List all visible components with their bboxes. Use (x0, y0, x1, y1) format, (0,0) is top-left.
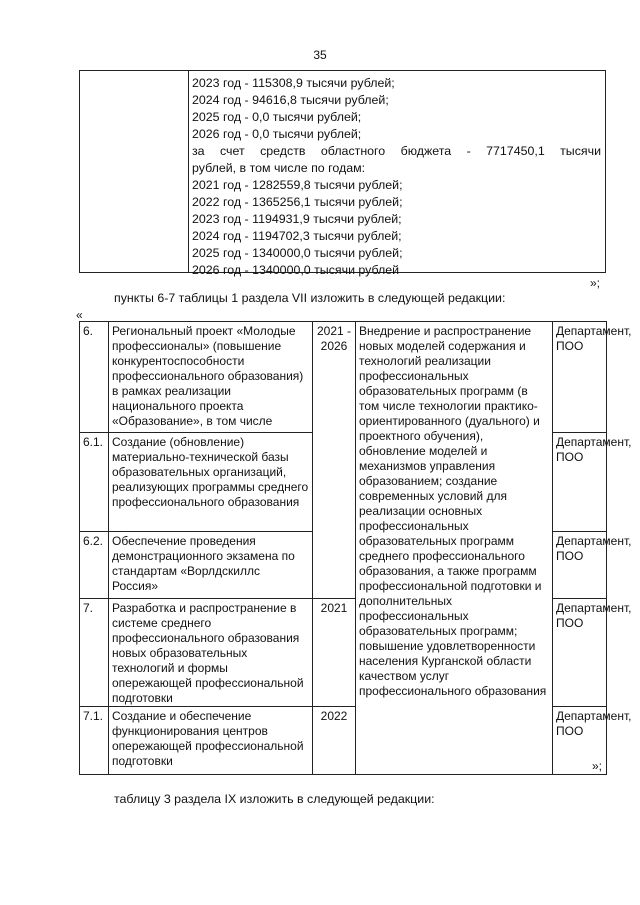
funding-line: 2022 год - 1365256,1 тысячи рублей; (192, 195, 403, 209)
row-number: 7. (80, 599, 109, 707)
funding-line: 2024 год - 94616,8 тысячи рублей; (192, 93, 389, 107)
row-number: 6. (80, 322, 109, 433)
row-number: 6.2. (80, 532, 109, 599)
funding-line: 2025 год - 1340000,0 тысячи рублей; (192, 246, 403, 260)
responsible-dept: Департамент, ПОО (553, 532, 607, 599)
responsible-dept: Департамент, ПОО (553, 322, 607, 433)
closing-quote: »; (590, 276, 601, 290)
funding-line: 2023 год - 1194931,9 тысячи рублей; (192, 212, 402, 226)
instruction-paragraph: пункты 6-7 таблицы 1 раздела VII изложить в следующей редакции: (114, 291, 506, 305)
funding-line: рублей, в том числе по годам: (192, 161, 366, 175)
funding-line: 2023 год - 115308,9 тысячи рублей; (192, 76, 395, 90)
funding-line: 2026 год - 0,0 тысячи рублей; (192, 127, 362, 141)
instruction-paragraph: таблицу 3 раздела IX изложить в следующей редакции: (114, 792, 435, 806)
period-cell: 2022 (313, 707, 356, 775)
funding-line: 2025 год - 0,0 тысячи рублей; (192, 110, 362, 124)
table-row (80, 322, 607, 433)
expected-result: Внедрение и распространение новых моделей содержания и технологий реализации профессиональных образовательных программ (в том числе технологии практико-ориентированного (дуального) и проектного обучения), обновление моделей и механизмов управления образованием; создание современных условий для реализации основных профессиональных образовательных программ среднего профессионального образования, а также программ профессиональной подготовки и дополнительных профессиональных образовательных программ; повышение удовлетворенности населения Курганской области качеством услуг профессионального образования (356, 322, 553, 775)
row-number: 7.1. (80, 707, 109, 775)
row-number: 6.1. (80, 433, 109, 532)
responsible-dept: Департамент, ПОО (553, 433, 607, 532)
funding-line: 2026 год - 1340000,0 тысячи рублей (192, 263, 400, 277)
period-cell: 2021 - 2026 (313, 322, 356, 599)
measure-name: Обеспечение проведения демонстрационного экзамена по стандартам «Ворлдскиллс Россия» (109, 532, 313, 599)
responsible-dept: Департамент, ПОО (553, 599, 607, 707)
funding-line: 2021 год - 1282559,8 тысячи рублей; (192, 178, 403, 192)
measure-name: Создание (обновление) материально-технической базы образовательных организаций, реализующих программы среднего профессионального образования (109, 433, 313, 532)
funding-lines (192, 75, 601, 279)
measure-name: Региональный проект «Молодые профессионалы» (повышение конкурентоспособности профессионального образования) в рамках реализации национального проекта «Образование», в том числе (109, 322, 313, 433)
page-number: 35 (313, 48, 327, 62)
column-divider (188, 71, 189, 272)
funding-line: за счет средств областного бюджета - 7717450,1 тысячи (192, 144, 601, 158)
opening-quote: « (76, 308, 83, 322)
period-cell: 2021 (313, 599, 356, 707)
funding-line: 2024 год - 1194702,3 тысячи рублей; (192, 229, 402, 243)
funding-table-continuation (79, 70, 606, 277)
measures-table (79, 321, 632, 775)
measure-name: Создание и обеспечение функционирования центров опережающей профессиональной подготовки (109, 707, 313, 775)
measure-name: Разработка и распространение в системе среднего профессионального образования новых образовательных технологий и формы опережающей профессиональной подготовки (109, 599, 313, 707)
responsible-dept: Департамент, ПОО (553, 707, 607, 775)
closing-quote: »; (592, 759, 603, 773)
